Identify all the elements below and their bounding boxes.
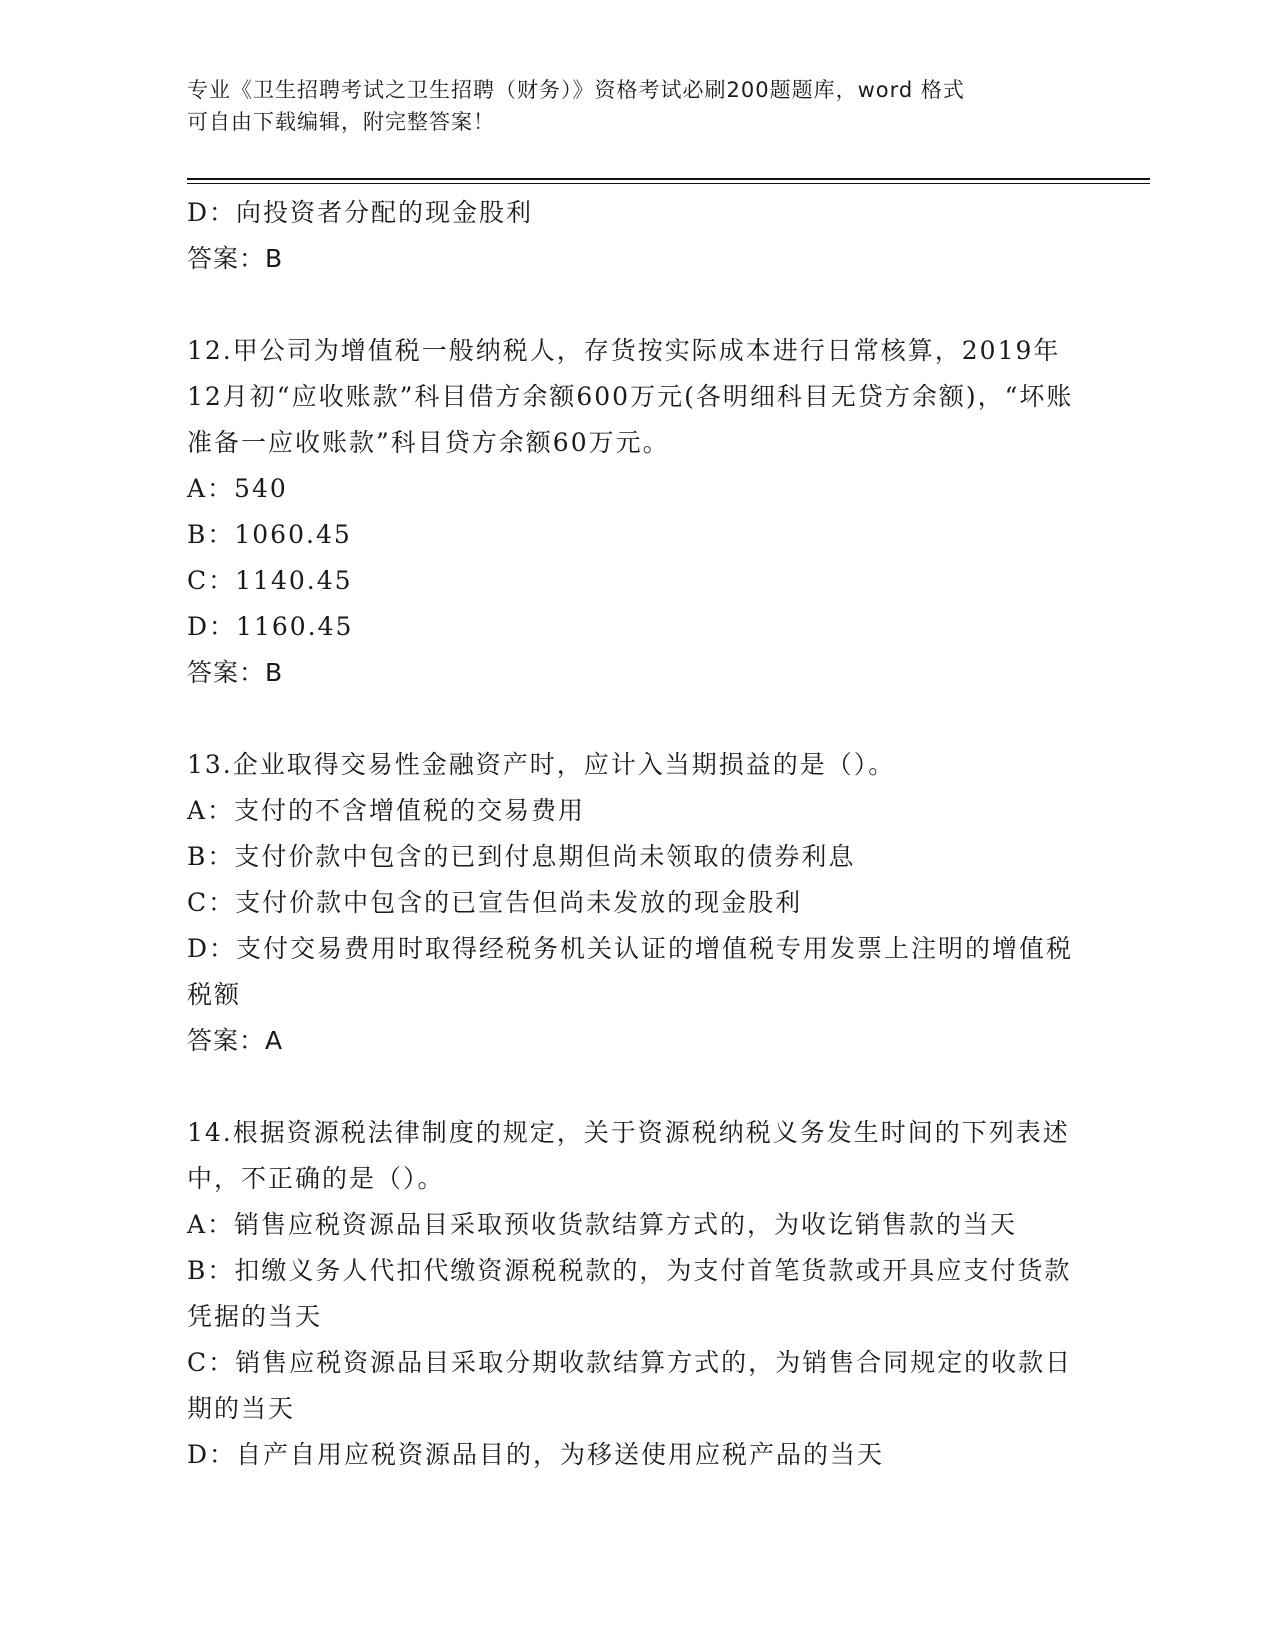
question-text: 13.企业取得交易性金融资产时，应计入当期损益的是（）。 [187,750,896,779]
option-b: B：支付价款中包含的已到付息期但尚未领取的债券利息 [187,842,856,871]
option-a: A：销售应税资源品目采取预收货款结算方式的，为收讫销售款的当天 [187,1210,1018,1239]
question-14 [187,1110,1077,1478]
option-c: C：销售应税资源品目采取分期收款结算方式的，为销售合同规定的收款日期的当天 [187,1348,1073,1423]
option-d: D：支付交易费用时取得经税务机关认证的增值税专用发票上注明的增值税税额 [187,934,1074,1009]
option-d: D：向投资者分配的现金股利 [187,198,534,227]
question-text: 12.甲公司为增值税一般纳税人，存货按实际成本进行日常核算，2019年12月初“应收账款”科目借方余额600万元(各明细科目无贷方余额)，“坏账准备一应收账款”科目贷方余额60万元。 [187,336,1074,457]
option-d: D：1160.45 [187,612,354,641]
question-prev [187,190,1077,282]
answer: 答案：B [187,244,284,273]
option-d: D：自产自用应税资源品目的，为移送使用应税产品的当天 [187,1440,885,1469]
question-list [187,190,1077,1478]
document-header [187,74,1087,138]
answer: 答案：B [187,658,284,687]
option-c: C：支付价款中包含的已宣告但尚未发放的现金股利 [187,888,803,917]
header-rule-thick [187,178,1150,180]
option-b: B：1060.45 [187,520,352,549]
option-a: A：540 [187,474,288,503]
header-rule-thin [187,183,1150,184]
option-a: A：支付的不含增值税的交易费用 [187,796,586,825]
question-text: 14.根据资源税法律制度的规定，关于资源税纳税义务发生时间的下列表述中，不正确的是（）。 [187,1118,1070,1193]
option-c: C：1140.45 [187,566,353,595]
question-13 [187,742,1077,1064]
question-12 [187,328,1077,696]
header-line-2: 可自由下载编辑，附完整答案！ [187,110,495,134]
option-b: B：扣缴义务人代扣代缴资源税税款的，为支付首笔货款或开具应支付货款凭据的当天 [187,1256,1072,1331]
answer: 答案：A [187,1026,284,1055]
header-line-1: 专业《卫生招聘考试之卫生招聘（财务）》资格考试必刷200题题库，word 格式 [187,78,965,102]
